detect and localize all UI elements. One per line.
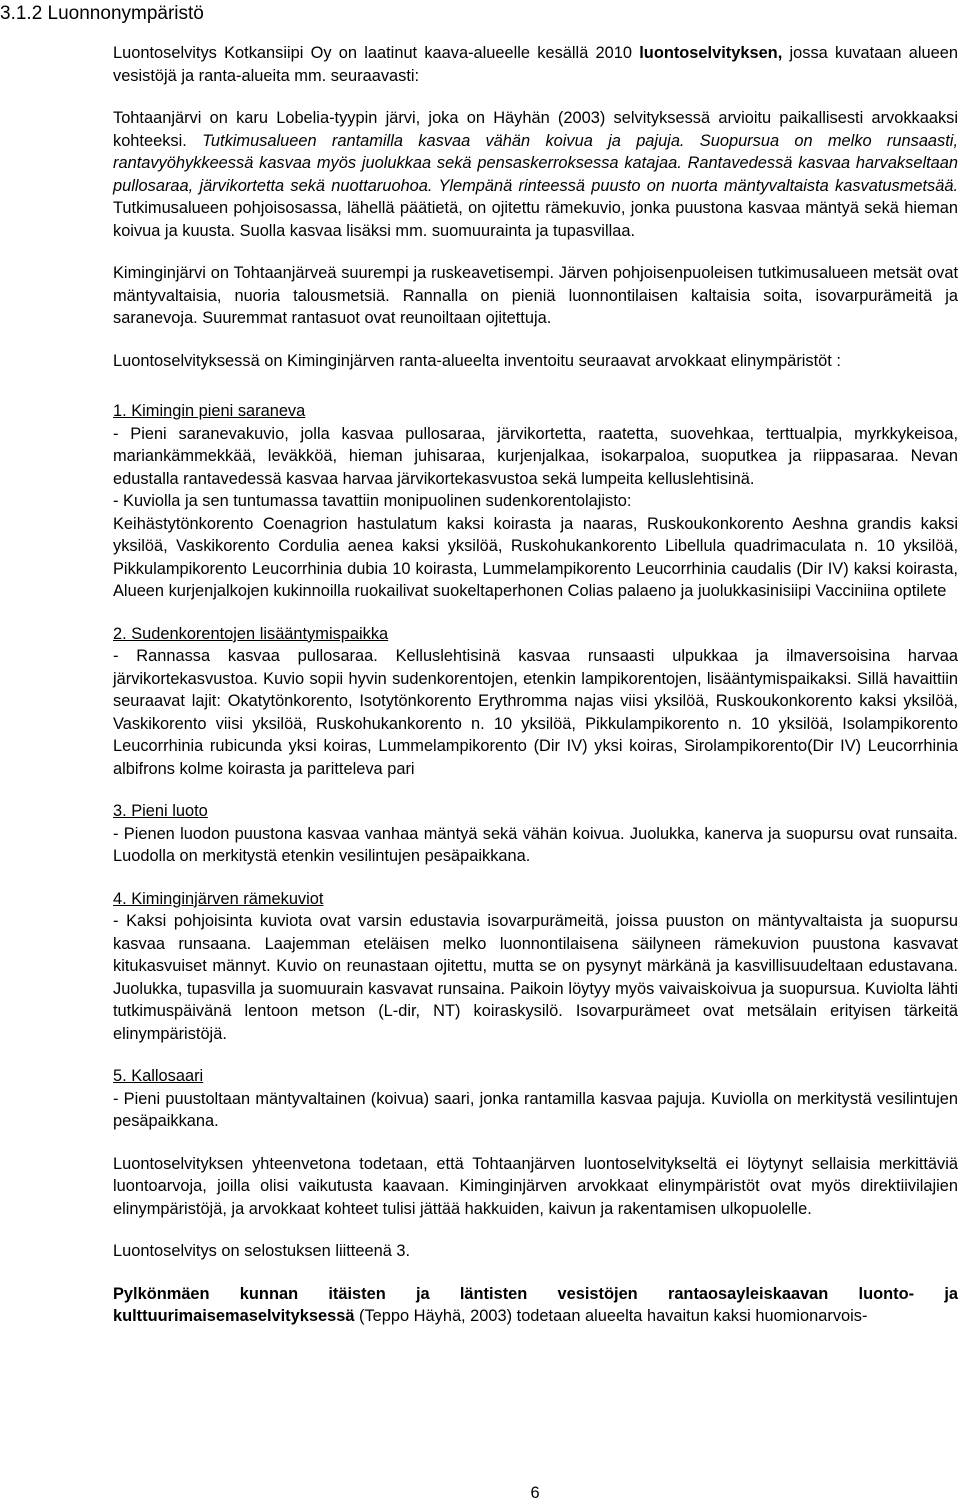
habitat-text: - Kuviolla ja sen tuntumassa tavattiin monipuolinen sudenkorentolajisto: — [113, 492, 632, 510]
paragraph-summary: Luontoselvityksen yhteenvetona todetaan, että Tohtaanjärven luontoselvitykseltä ei löytynyt sellaisia merkittäviä luontoarvoja, joilla olisi vaikutusta kaavaan. Kiminginjärven arvokkaat elinympäristöt ovat myös direktiivilajien elinympäristöjä, ja arvokkaat kohteet tulisi jättää hakkuiden, kaivun ja rakentamisen ulkopuolelle. — [113, 1154, 958, 1218]
habitat-1 — [113, 400, 958, 603]
bold-report-title: Pylkönmäen kunnan itäisten ja läntisten vesistöjen rantaosayleiskaavan luonto- ja kulttuurimaisemaselvityksessä — [113, 1284, 958, 1325]
paragraph-kiminginjarvi: Kiminginjärvi on Tohtaanjärveä suurempi ja ruskeavetisempi. Järven pohjoisenpuoleisen tutkimusalueen metsät ovat mäntyvaltaisia, nuoria talousmetsiä. Rannalla on pieniä luonnontilaisen kaltaisia soita, isovarpurämeitä ja saranevoja. Suuremmat rantasuot ovat reunoiltaan ojitettuja. — [113, 264, 958, 327]
bold-term: luontoselvityksen, — [639, 44, 783, 62]
paragraph-intro: Luontoselvitys Kotkansiipi Oy on laatinut kaava-alueelle kesällä 2010 luontoselvityksen, jossa kuvataan alueen vesistöjä ja ranta-alueita mm. seuraavasti: — [113, 44, 958, 85]
habitat-text: - Pienen luodon puustona kasvaa vanhaa mäntyä sekä vähän koivua. Juolukka, kanerva ja suopursu ovat runsaita. Luodolla on merkitystä etenkin vesilintujen pesäpaikkana. — [113, 824, 958, 865]
paragraph-pylkonmaki: Pylkönmäen kunnan itäisten ja läntisten vesistöjen rantaosayleiskaavan luonto- ja kulttuurimaisemaselvityksessä (Teppo Häyhä, 2003) todetaan alueelta havaitun kaksi huomionarvois- — [113, 1284, 958, 1325]
habitat-title: 3. Pieni luoto — [113, 802, 208, 820]
paragraph-inventory-intro: Luontoselvityksessä on Kiminginjärven ranta-alueelta inventoitu seuraavat arvokkaat elinympäristöt : — [113, 351, 841, 370]
habitat-title: 2. Sudenkorentojen lisääntymispaikka — [113, 624, 389, 643]
habitat-text: - Kaksi pohjoisinta kuviota ovat varsin edustavia isovarpurämeitä, joissa puuston on mäntyvaltaista ja suopursu kasvaa runsaana. Laajemman eteläisen melko luonnontilaisena säilyneen rämekuvion puustona kasvavat kitukasvuiset männyt. Kuvio on reunastaan ojitettu, mutta se on pysynyt märkänä ja kasvillisuudeltaan edustavana. Juolukka, tupasvilla ja suomuurain kasvavat runsaina. Paikoin löytyy myös vaivaiskoivua ja suopursua. Kuviolta lähti tutkimuspäivänä lentoon metson (L-dir, NT) koiraskysilö. Isovarpurämeet ovat metsälain erityisen tärkeitä elinympäristöjä. — [113, 912, 958, 1043]
paragraph-tohtaanjarvi: Tohtaanjärvi on karu Lobelia-tyypin järvi, joka on Häyhän (2003) selvityksessä arvioitu paikallisesti arvokkaaksi kohteeksi. Tutkimusalueen rantamilla kasvaa vähän koivua ja pajuja. Suopursua on melko runsaasti, rantavyöhykkeessä kasvaa myös juolukkaa sekä pensaskerroksessa katajaa. Rantavedessä kasvaa harvakseltaan pullosaraa, järvikortetta sekä nuottaruohoa. Ylempänä rinteessä puusto on nuorta mäntyvaltaista kasvatusmetsää. Tutkimusalueen pohjoisosassa, lähellä päätietä, on ojitettu rämekuvio, jonka puustona kasvaa mäntyä sekä hieman koivua ja kuusta. Suolla kasvaa lisäksi mm. suomuurainta ja tupasvillaa. — [113, 109, 958, 240]
habitat-text: - Pieni puustoltaan mäntyvaltainen (koivua) saari, jonka rantamilla kasvaa pajuja. Kuviolla on merkitystä vesilintujen pesäpaikkana. — [113, 1089, 958, 1130]
habitat-title: 1. Kimingin pieni saraneva — [113, 402, 306, 420]
page-number: 6 — [530, 1484, 540, 1502]
body-text — [113, 42, 958, 1328]
habitat-title: 4. Kiminginjärven rämekuviot — [113, 889, 324, 908]
habitat-title: 5. Kallosaari — [113, 1067, 204, 1085]
italic-passage: Tutkimusalueen rantamilla kasvaa vähän koivua ja pajuja. Suopursua on melko runsaasti, rantavyöhykkeessä kasvaa myös juolukkaa sekä pensaskerroksessa katajaa. Rantavedessä kasvaa harvakseltaan pullosaraa, järvikortetta sekä nuottaruohoa. Ylempänä rinteessä puusto on nuorta mäntyvaltaista kasvatusmetsää. — [113, 131, 958, 195]
habitat-text: - Pieni saranevakuvio, jolla kasvaa pullosaraa, järvikortetta, raatetta, suovehkaa, terttualpia, myrkkykeisoa, mariankämmekkää, leväkköä, hieman juhisaraa, kurjenjalkaa, isokarpaloa, suoputkea ja riippasaraa. Nevan edustalla rantavedessä kasvaa harvaa järvikortekasvustoa sekä lumpeita kelluslehtisinä. — [113, 424, 958, 488]
habitat-4 — [113, 888, 958, 1046]
habitat-2 — [113, 623, 958, 781]
habitat-5 — [113, 1065, 958, 1133]
habitat-text: - Rannassa kasvaa pullosaraa. Kelluslehtisinä kasvaa runsaasti ulpukkaa ja ilmaversoisina harvaa järvikortekasvustoa. Kuvio sopii hyvin sudenkorentojen, etenkin lampikorentojen, lisääntymispaikaksi. Sillä havaittiin seuraavat lajit: Okatytönkorento, Isotytönkorento Erythromma najas viisi yksilöä, Ruskoukonkorento kaksi yksilöä, Vaskikorento viisi yksilöä, Ruskohukankorento n. 10 yksilöä, Pikkulampikorento n. 10 yksilöä, Isolampikorento Leucorrhinia rubicunda yksi koiras, Lummelampikorento (Dir IV) yksi koiras, Sirolampikorento(Dir IV) Leucorrhinia albifrons kolme koirasta ja paritteleva pari — [113, 647, 958, 778]
habitat-3 — [113, 800, 958, 868]
paragraph-appendix-note: Luontoselvitys on selostuksen liitteenä 3. — [113, 1242, 411, 1260]
section-heading: 3.1.2 Luonnonympäristö — [0, 3, 204, 24]
habitat-text: Keihästytönkorento Coenagrion hastulatum kaksi koirasta ja naaras, Ruskoukonkorento Aeshna grandis kaksi yksilöä, Vaskikorento Cordulia aenea kaksi yksilöä, Ruskohukankorento Libellula quadrimaculata n. 10 yksilöä, Pikkulampikorento Leucorrhinia dubia 10 koirasta, Lummelampikorento Leucorrhinia caudalis (Dir IV) kaksi koirasta, Alueen kurjenjalkojen kukinnoilla ruokailivat suokeltaperhonen Colias palaeno ja juolukkasinisiipi Vacciniina optilete — [113, 514, 958, 600]
